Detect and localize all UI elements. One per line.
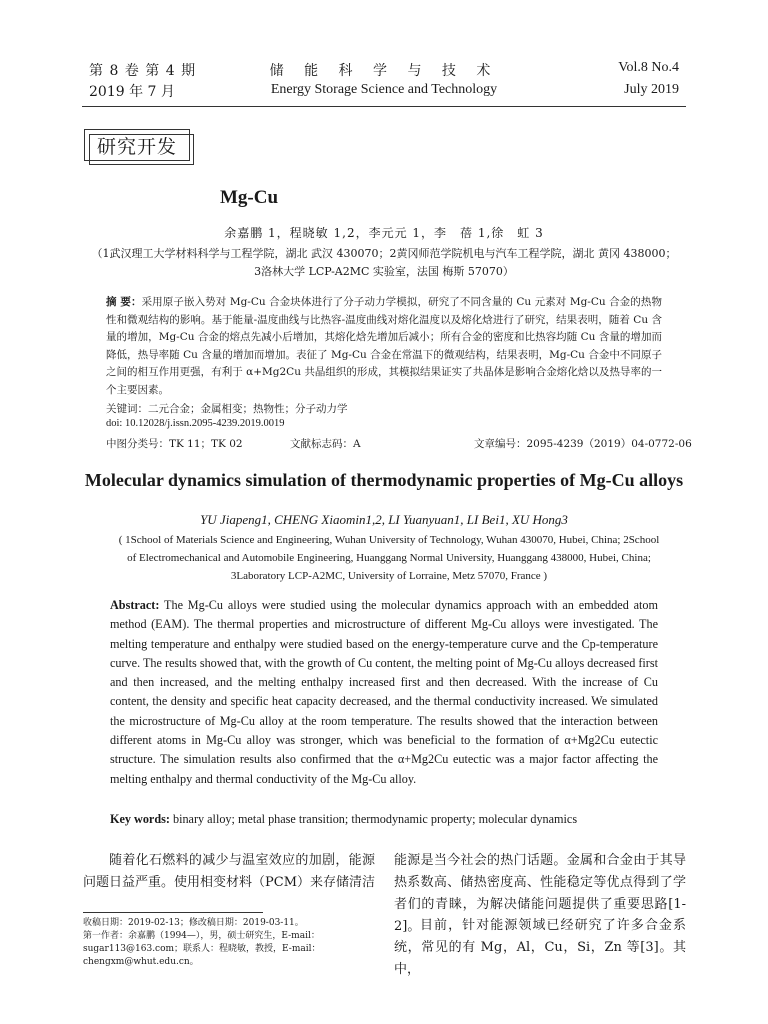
body-paragraph-right-2: 目前，针对能源领域已经研究了许多合金系统，常见的有 Mg，Al，Cu，Si，Zn 等[3]。其中， <box>394 918 686 977</box>
date-en: July 2019 <box>624 82 679 97</box>
date-cn: 2019 年 7 月 <box>89 84 175 100</box>
journal-name-en: Energy Storage Science and Technology <box>270 82 498 97</box>
article-number: 文章编号：2095-4239（2019）04-0772-06 <box>474 438 692 450</box>
affiliation-en-3: 3Laboratory LCP-A2MC, University of Lorraine, Metz 57070, France ) <box>230 570 548 582</box>
abstract-cn-label: 摘 要： <box>106 296 142 308</box>
footnote-received: 收稿日期：2019-02-13；修改稿日期：2019-03-11。 <box>83 918 304 928</box>
affiliation-en-2: of Electromechanical and Automobile Engineering, Huanggang Normal University, Huanggang 438000, Hubei, China; <box>127 552 651 564</box>
footnote-rule <box>83 912 263 913</box>
authors-en: YU Jiapeng1, CHENG Xiaomin1,2, LI Yuanyuan1, LI Bei1, XU Hong3 <box>200 512 568 527</box>
header-rule <box>82 106 686 107</box>
issue-cn: 第 8 卷 第 4 期 <box>89 63 197 79</box>
abstract-cn-text: 采用原子嵌入势对 Mg-Cu 合金块体进行了分子动力学模拟，研究了不同含量的 Cu 元素对 Mg-Cu 合金的热物性和微观结构的影响。基于能量-温度曲线与比热容-温度曲线对熔化温度以及熔化焓进行了研究，结果表明，随着 Cu 含量的增加，Mg-Cu 合金的熔点先减小后增加，其熔化焓先增加后减小；所有合金的密度和比热容均随 Cu 含量的增加而降低，热导率随 Cu 含量的增加而增加。表征了 Mg-Cu 合金在常温下的微观结构，结果表明，Mg-Cu 合金中不同原子之间的相互作用更强，有利于 α+Mg2Cu 共晶组织的形成，其模拟结果证实了共晶体是影响合金熔化焓以及热导率的一个主要因素。 <box>106 296 662 396</box>
classification-number: 中图分类号：TK 11；TK 02 <box>106 438 243 450</box>
abstract-en-text: The Mg-Cu alloys were studied using the molecular dynamics approach with an embedded atom method (EAM). The thermal properties and microstructure of different Mg-Cu alloys were investigated. The melting temperature and enthalpy were studied based on the energy-temperature curve and the Cp-temperature curve. The results showed that, with the growth of Cu content, the melting point of Mg-Cu alloys decreased first and then increased, and the melting enthalpy increased first and then decreased. With the increase of Cu content, the density and specific heat capacity decreased, and the thermal conductivity increased. We simulated the microstructure of Mg-Cu alloy at the room temperature. The results showed that the interaction between different atoms in Mg-Cu alloy was stronger, which was beneficial to the formation of α+Mg2Cu eutectic structure. The simulation results also confirmed that the α+Mg2Cu eutectic was a major factor affecting the melting enthalpy and thermal conductivity of the Mg-Cu alloy. <box>110 598 658 786</box>
authors-cn: 余嘉鹏 1，程晓敏 1,2，李元元 1，李 蓓 1,徐 虹 3 <box>224 226 544 240</box>
footnote <box>83 917 377 969</box>
keywords-cn: 关键词：二元合金；金属相变；热物性；分子动力学 <box>106 403 348 415</box>
issue-en: Vol.8 No.4 <box>618 60 679 75</box>
section-label-text: 研究开发 <box>96 135 177 158</box>
body-paragraph-left: 随着化石燃料的减少与温室效应的加剧，能源问题日益严重。使用相变材料（PCM）来存储清洁 <box>83 853 376 890</box>
paper-title-en: Molecular dynamics simulation of thermodynamic properties of Mg-Cu alloys <box>84 470 684 490</box>
keywords-en-label: Key words: <box>110 812 170 826</box>
body-paragraph-right-1: 能源是当今社会的热门话题。金属和合金由于其导热系数高、储热密度高、性能稳定等优点得到了学者们的青睐，为解决储能问题提供了重要思路[1-2]。 <box>394 853 686 934</box>
footnote-author: 第一作者：余嘉鹏（1994—），男，硕士研究生，E-mail：sugar113@163.com；联系人：程晓敏，教授，E-mail：chengxm@whut.edu.cn。 <box>83 931 321 967</box>
keywords-en <box>110 812 577 827</box>
paper-title-cn: Mg-Cu <box>220 187 279 208</box>
affiliation-en <box>106 531 672 585</box>
doi: doi: 10.12028/j.issn.2095-4239.2019.0019 <box>106 418 285 429</box>
abstract-en-label: Abstract: <box>110 598 160 612</box>
document-code: 文献标志码：A <box>290 438 361 450</box>
affiliation-cn-2: 3洛林大学 LCP-A2MC 实验室，法国 梅斯 57070） <box>254 265 514 278</box>
affiliation-en-1: ( 1School of Materials Science and Engineering, Wuhan University of Technology, Wuhan 430070, Hubei, China; 2School <box>118 534 660 546</box>
section-label <box>84 129 190 161</box>
affiliation-cn-1: （1武汉理工大学材料科学与工程学院，湖北 武汉 430070；2黄冈师范学院机电与汽车工程学院，湖北 黄冈 438000； <box>91 247 677 260</box>
journal-name-cn: 储 能 科 学 与 技 术 <box>269 63 499 79</box>
keywords-en-text: binary alloy; metal phase transition; thermodynamic property; molecular dynamics <box>172 812 578 826</box>
abstract-en <box>110 596 658 789</box>
abstract-cn <box>106 294 662 399</box>
